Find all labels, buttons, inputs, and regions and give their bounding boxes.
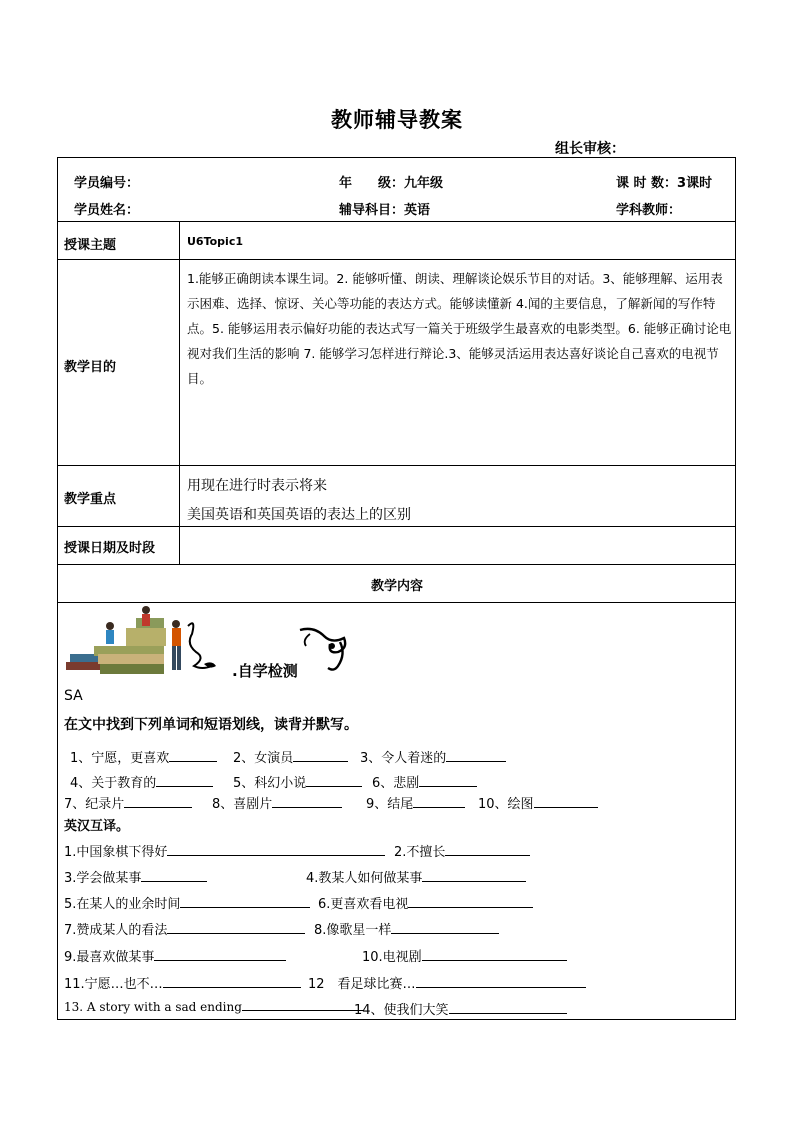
- phrase-label: 5.在某人的业余时间: [64, 897, 181, 912]
- phrase-item: [64, 867, 207, 886]
- document-title: 教师辅导教案: [331, 108, 463, 132]
- answer-blank: [306, 775, 362, 787]
- answer-blank: [180, 896, 310, 908]
- answer-blank: [445, 844, 530, 856]
- answer-blank: [391, 922, 499, 934]
- phrase-label: 9.最喜欢做某事: [64, 950, 155, 965]
- content-heading: 教学内容: [370, 579, 423, 594]
- goal-label: 教学目的: [64, 360, 117, 375]
- phrase-item: [64, 999, 364, 1014]
- answer-blank: [141, 870, 207, 882]
- vocab-item: [372, 772, 477, 791]
- grade-label-text: 年 级：: [339, 176, 405, 191]
- teacher-label: 学科教师：: [616, 203, 682, 218]
- vocab-item: [233, 772, 362, 791]
- students-on-books-illustration: [64, 606, 234, 678]
- answer-blank: [422, 870, 526, 882]
- phrase-label: 3.学会做某事: [64, 871, 142, 886]
- divider: [57, 526, 736, 527]
- topic-label: 授课主题: [64, 238, 117, 253]
- student-number-label: 学员编号：: [74, 176, 140, 191]
- phrase-item: [64, 893, 310, 912]
- phrase-item: [64, 841, 385, 860]
- answer-blank: [413, 796, 465, 808]
- vocab-label: 1、宁愿，更喜欢: [70, 751, 170, 766]
- answer-blank: [416, 976, 586, 988]
- phrase-label: 4.教某人如何做某事: [306, 871, 423, 886]
- vocab-label: 6、悲剧: [372, 776, 420, 791]
- phrase-label: 1.中国象棋下得好: [64, 845, 168, 860]
- answer-blank: [124, 796, 192, 808]
- vocab-label: 2、女演员: [233, 751, 294, 766]
- vocab-label: 8、喜剧片: [212, 797, 273, 812]
- answer-blank: [167, 844, 385, 856]
- instruction: 在文中找到下列单词和短语划线，读背并默写。: [64, 717, 358, 733]
- answer-blank: [272, 796, 342, 808]
- phrase-label: 8.像歌星一样: [314, 923, 392, 938]
- answer-blank: [293, 750, 348, 762]
- answer-blank: [408, 896, 533, 908]
- answer-blank: [422, 949, 567, 961]
- vocab-item: [64, 793, 192, 812]
- vocab-item: [233, 747, 348, 766]
- vocab-label: 3、令人着迷的: [360, 751, 447, 766]
- divider: [57, 221, 736, 222]
- phrase-item: [64, 919, 305, 938]
- phrase-label: 6.更喜欢看电视: [318, 897, 409, 912]
- phrase-label: 11.宁愿…也不…: [64, 977, 163, 992]
- phrase-item: [308, 973, 586, 992]
- vocab-item: [70, 772, 213, 791]
- phrase-item: [314, 919, 499, 938]
- subject-label-text: 辅导科目：: [339, 203, 405, 218]
- key-point-1: 用现在进行时表示将来: [187, 478, 327, 494]
- phrase-label: 12 看足球比赛…: [308, 977, 416, 992]
- vocab-item: [70, 747, 217, 766]
- divider: [57, 602, 736, 603]
- column-divider: [179, 221, 180, 564]
- phrase-item: [394, 841, 530, 860]
- vocab-item: [478, 793, 598, 812]
- answer-blank: [169, 750, 217, 762]
- answer-blank: [534, 796, 598, 808]
- phrase-item: [306, 867, 526, 886]
- subject-label: [339, 199, 430, 218]
- answer-blank: [449, 1002, 567, 1014]
- answer-blank: [419, 775, 477, 787]
- vocab-label: 5、科幻小说: [233, 776, 307, 791]
- answer-blank: [163, 976, 301, 988]
- vocab-item: [360, 747, 506, 766]
- divider: [57, 465, 736, 466]
- vocab-item: [366, 793, 465, 812]
- vocab-label: 9、结尾: [366, 797, 414, 812]
- grade-value: 九年级: [404, 176, 444, 191]
- vocab-label: 4、关于教育的: [70, 776, 157, 791]
- phrase-label: 10.电视剧: [362, 950, 422, 965]
- key-points-label: 教学重点: [64, 492, 117, 507]
- phrase-item: [362, 946, 567, 965]
- grade-label: [339, 172, 443, 191]
- key-point-2: 美国英语和英国英语的表达上的区别: [187, 507, 411, 523]
- class-hours: 课 时 数：3课时: [616, 176, 713, 191]
- date-label: 授课日期及时段: [64, 541, 156, 556]
- vocab-label: 7、纪录片: [64, 797, 125, 812]
- subject-value: 英语: [404, 203, 431, 218]
- phrase-item: [318, 893, 533, 912]
- answer-blank: [242, 999, 364, 1011]
- answer-blank: [167, 922, 305, 934]
- topic-value: U6Topic1: [187, 235, 244, 248]
- reviewer-label: 组长审核：: [555, 141, 625, 157]
- ornament-flourish-icon: [296, 624, 352, 674]
- answer-blank: [154, 949, 286, 961]
- answer-blank: [156, 775, 213, 787]
- answer-blank: [446, 750, 506, 762]
- vocab-item: [212, 793, 342, 812]
- phrase-item: [64, 973, 301, 992]
- section-title: .自学检测: [232, 662, 298, 680]
- phrase-item: [354, 999, 567, 1018]
- goal-text: 1.能够正确朗读本课生词。2. 能够听懂、朗读、理解谈论娱乐节目的对话。3、能够理解、运用表示困难、选择、惊讶、关心等功能的表达方式。能够读懂新 4.闻的主要信息，了解新闻的写作特点。5. 能够运用表示偏好功能的表达式写一篇关于班级学生最喜欢的电影类型。6. 能够正确讨论电视对我们生活的影响 7. 能够学习怎样进行辩论.3、能够灵活运用表达喜好谈论自己喜欢的电视节目。: [187, 271, 732, 386]
- vocab-label: 10、绘图: [478, 797, 534, 812]
- divider: [57, 564, 736, 565]
- phrase-item: [64, 946, 286, 965]
- phrase-label: 14、使我们大笑: [354, 1003, 449, 1018]
- phrase-label: 2.不擅长: [394, 845, 446, 860]
- translate-title: 英汉互译。: [64, 819, 130, 834]
- phrase-label: 7.赞成某人的看法: [64, 923, 168, 938]
- section-code: SA: [64, 688, 83, 704]
- phrase-label: 13. A story with a sad ending: [64, 1000, 242, 1014]
- divider: [57, 259, 736, 260]
- student-name-label: 学员姓名：: [74, 203, 140, 218]
